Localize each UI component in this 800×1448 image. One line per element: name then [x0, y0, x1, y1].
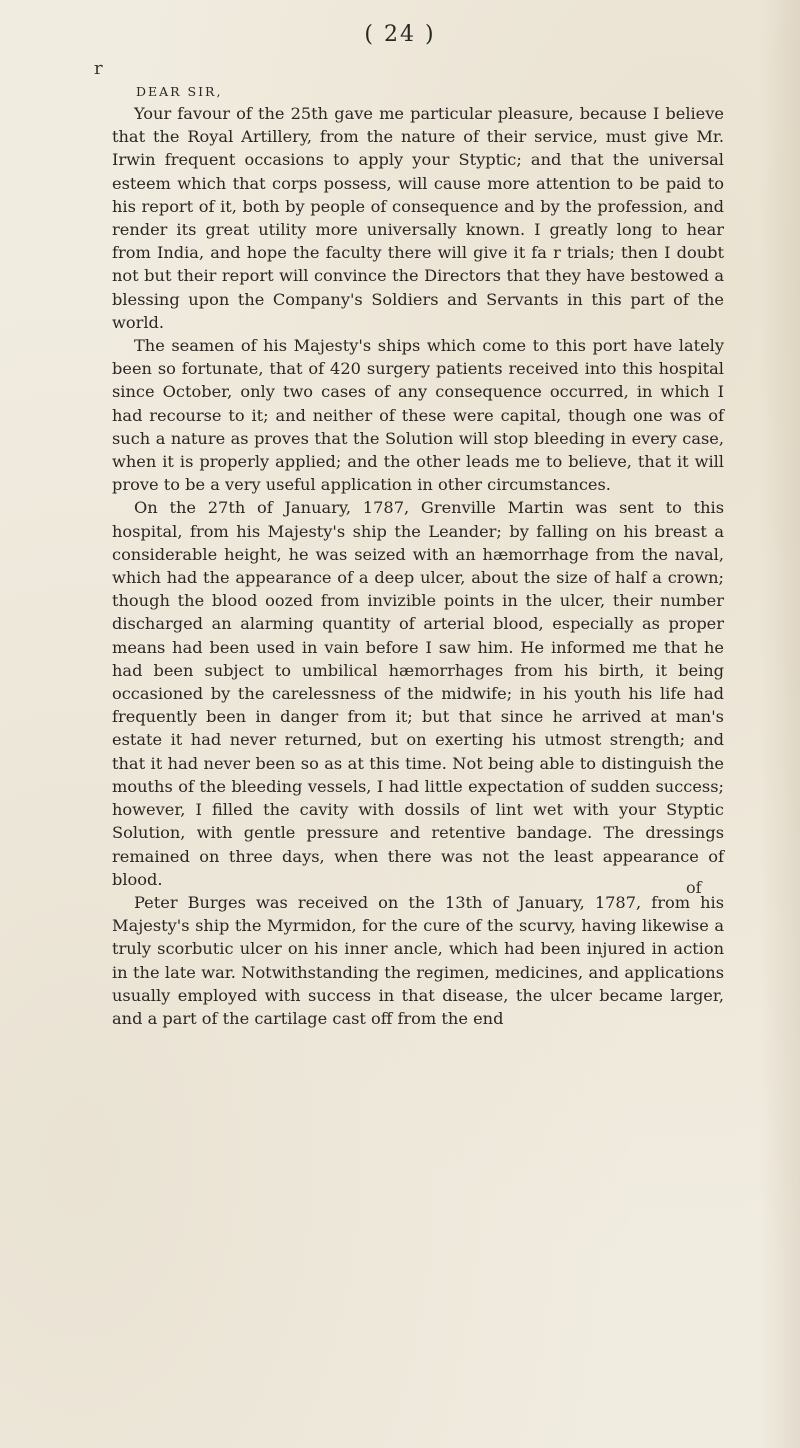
paragraph-4: Peter Burges was received on the 13th of January, 1787, from his Majesty's ship the Myrmidon, for the cure of the scurvy, having likewise a truly scorbutic ulcer on his inner ancle, which had been injured in action in the late war. Notwithstanding the regimen, medicines, and applications usually employed with success in that disease, the ulcer became larger, and a part of the cartilage cast off from the end — [112, 892, 724, 1028]
letter-body — [112, 82, 724, 1030]
paragraph-1: Your favour of the 25th gave me particular pleasure, because I believe that the Royal Artillery, from the nature of their service, must give Mr. Irwin frequent occasions to apply your Styptic; and that the universal esteem which that corps possess, will cause more attention to be paid to his report of it, both by people of consequence and by the profession, and render its great utility more universally known. I greatly long to hear from India, and hope the faculty there will give it fa r trials; then I doubt not but their report will convince the Directors that they have bestowed a blessing upon the Company's Soldiers and Servants in this part of the world. — [112, 104, 724, 332]
page-number: ( 24 ) — [364, 22, 436, 47]
paragraph-2: The seamen of his Majesty's ships which come to this port have lately been so fortunate, that of 420 surgery patients received into this hospital since October, only two cases of any consequence occurred, in which I had recourse to it; and neither of these were capital, though one was of such a nature as proves that the Solution will stop bleeding in every case, when it is properly applied; and the other leads me to believe, that it will prove to be a very useful application in other circumstances. — [112, 336, 724, 495]
page-edge-shading — [760, 0, 800, 1448]
salutation: DEAR SIR, — [136, 84, 223, 99]
corner-mark: r — [94, 58, 103, 79]
paragraph-3: On the 27th of January, 1787, Grenville Martin was sent to this hospital, from his Majesty's ship the Leander; by falling on his breast a considerable height, he was seized with an hæmorrhage from the naval, which had the appearance of a deep ulcer, about the size of half a crown; though the blood oozed from invizible points in the ulcer, their number discharged an alarming quantity of arterial blood, especially as proper means had been used in vain before I saw him. He informed me that he had been subject to umbilical hæmorrhages from his birth, it being occasioned by the carelessness of the midwife; in his youth his life had frequently been in danger from it; but that since he arrived at man's estate it had never returned, but on exerting his utmost strength; and that it had never been so as at this time. Not being able to distinguish the mouths of the bleeding vessels, I had little expectation of sudden success; however, I filled the cavity with dossils of lint wet with your Styptic Solution, with gentle pressure and retentive bandage. The dressings remained on three days, when there was not the least appearance of blood. — [112, 498, 724, 889]
catchword: of — [686, 878, 702, 897]
